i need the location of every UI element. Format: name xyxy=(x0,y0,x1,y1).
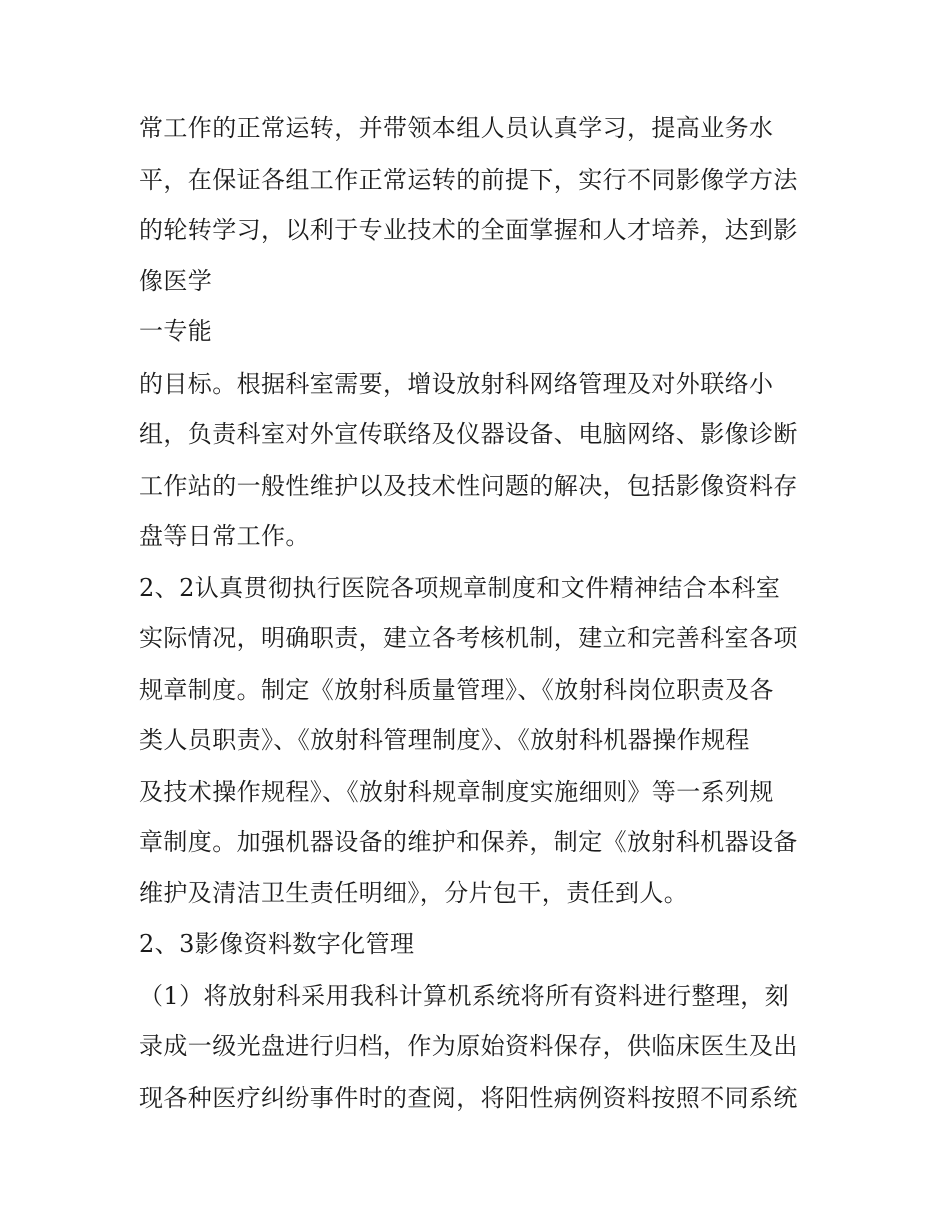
text-line: 一专能 xyxy=(139,317,213,345)
text-line: 常工作的正常运转，并带领本组人员认真学习，提高业务水 xyxy=(139,114,774,142)
text-line: 现各种医疗纠纷事件时的查阅，将阳性病例资料按照不同系统 xyxy=(139,1084,798,1112)
text-line: 的目标。根据科室需要，增设放射科网络管理及对外联络小 xyxy=(139,370,774,398)
text-line: 像医学 xyxy=(139,267,213,295)
text-line: （1）将放射科采用我科计算机系统将所有资料进行整理，刻 xyxy=(139,982,790,1010)
text-line: 规章制度。制定《放射科质量管理》、《放射科岗位职责及各 xyxy=(139,676,774,704)
text-line: 盘等日常工作。 xyxy=(139,522,310,550)
section-heading: 2、3影像资料数字化管理 xyxy=(139,930,415,958)
text-line: 实际情况，明确职责，建立各考核机制，建立和完善科室各项 xyxy=(139,624,798,652)
text-line: 章制度。加强机器设备的维护和保养，制定《放射科机器设备 xyxy=(139,828,798,856)
text-line: 组，负责科室对外宣传联络及仪器设备、电脑网络、影像诊断 xyxy=(139,420,798,448)
text-line: 的轮转学习，以利于专业技术的全面掌握和人才培养，达到影 xyxy=(139,216,798,244)
text-line: 工作站的一般性维护以及技术性问题的解决，包括影像资料存 xyxy=(139,472,798,500)
text-line: 维护及清洁卫生责任明细》，分片包干，责任到人。 xyxy=(139,879,689,907)
text-line: 平，在保证各组工作正常运转的前提下，实行不同影像学方法 xyxy=(139,166,798,194)
text-line: 2、2认真贯彻执行医院各项规章制度和文件精神结合本科室 xyxy=(139,574,781,602)
text-line: 及技术操作规程》、《放射科规章制度实施细则》等一系列规 xyxy=(139,778,774,806)
text-line: 类人员职责》、《放射科管理制度》、《放射科机器操作规程 xyxy=(139,726,750,754)
text-line: 录成一级光盘进行归档，作为原始资料保存，供临床医生及出 xyxy=(139,1032,798,1060)
